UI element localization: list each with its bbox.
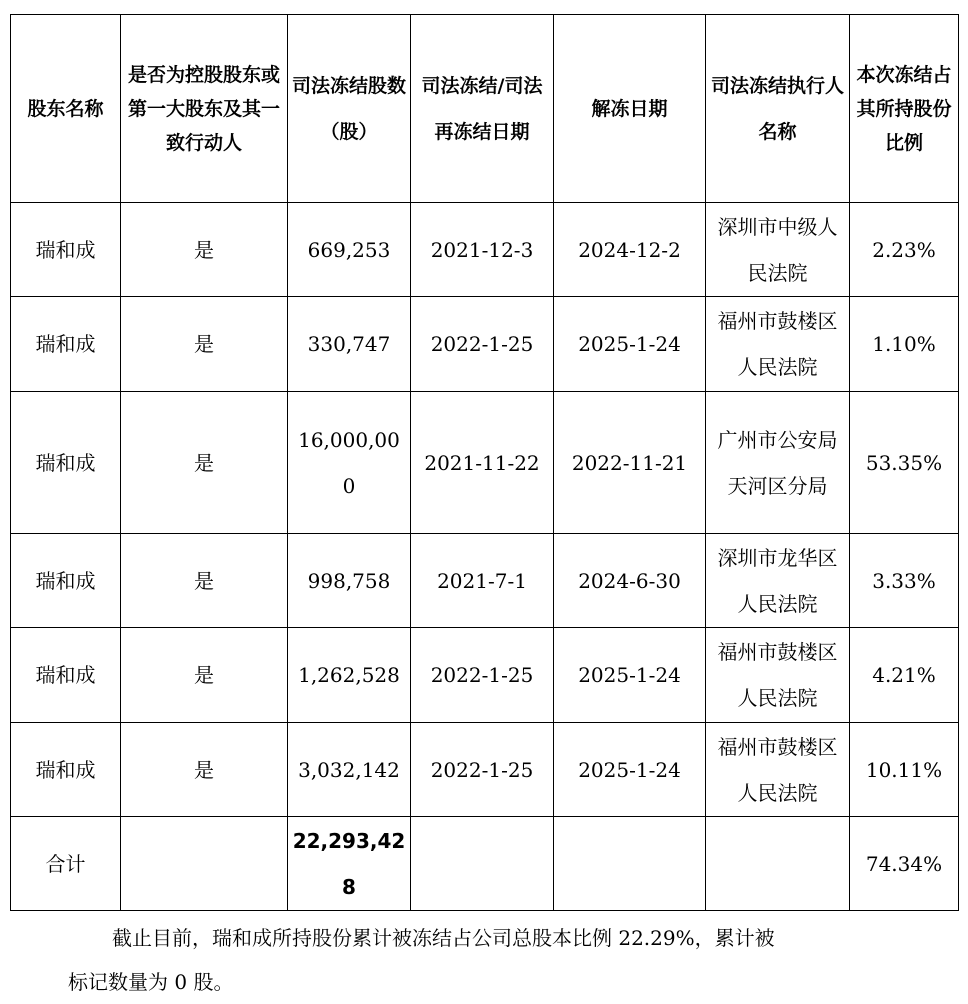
table-header-row bbox=[11, 15, 959, 203]
cell-holder: 瑞和成 bbox=[11, 297, 121, 392]
cell-holder: 瑞和成 bbox=[11, 534, 121, 628]
header-frozen-shares: 司法冻结股数（股） bbox=[288, 15, 411, 203]
cell-executor: 福州市鼓楼区人民法院 bbox=[706, 628, 850, 723]
cell-unfreeze-date: 2025-1-24 bbox=[554, 723, 706, 817]
cell-unfreeze-date: 2024-12-2 bbox=[554, 203, 706, 297]
cell-is-controlling: 是 bbox=[121, 203, 288, 297]
cell-holder: 瑞和成 bbox=[11, 723, 121, 817]
note-line-1: 截止目前，瑞和成所持股份累计被冻结占公司总股本比例 22.29%，累计被 bbox=[112, 926, 775, 950]
table-total-row bbox=[11, 817, 959, 911]
cell-freeze-date: 2021-11-22 bbox=[411, 392, 554, 534]
cell-ratio: 1.10% bbox=[850, 297, 959, 392]
total-shares: 22,293,428 bbox=[288, 817, 411, 911]
cell-shares: 998,758 bbox=[288, 534, 411, 628]
cell-shares: 1,262,528 bbox=[288, 628, 411, 723]
cell-ratio: 4.21% bbox=[850, 628, 959, 723]
cell-executor: 福州市鼓楼区人民法院 bbox=[706, 297, 850, 392]
total-empty-cell bbox=[121, 817, 288, 911]
cell-executor: 广州市公安局天河区分局 bbox=[706, 392, 850, 534]
header-unfreeze-date: 解冻日期 bbox=[554, 15, 706, 203]
cell-is-controlling: 是 bbox=[121, 534, 288, 628]
cell-is-controlling: 是 bbox=[121, 297, 288, 392]
table-row bbox=[11, 392, 959, 534]
cell-holder: 瑞和成 bbox=[11, 392, 121, 534]
table-row bbox=[11, 628, 959, 723]
table-row bbox=[11, 203, 959, 297]
cell-freeze-date: 2022-1-25 bbox=[411, 297, 554, 392]
cell-ratio: 3.33% bbox=[850, 534, 959, 628]
cell-is-controlling: 是 bbox=[121, 723, 288, 817]
cell-holder: 瑞和成 bbox=[11, 628, 121, 723]
total-empty-cell bbox=[554, 817, 706, 911]
table-row bbox=[11, 534, 959, 628]
header-freeze-date: 司法冻结/司法再冻结日期 bbox=[411, 15, 554, 203]
frozen-shares-table bbox=[10, 14, 959, 911]
cell-unfreeze-date: 2025-1-24 bbox=[554, 628, 706, 723]
note-line-2: 标记数量为 0 股。 bbox=[68, 970, 234, 994]
header-holder-name: 股东名称 bbox=[11, 15, 121, 203]
cell-holder: 瑞和成 bbox=[11, 203, 121, 297]
cell-shares: 330,747 bbox=[288, 297, 411, 392]
cell-ratio: 53.35% bbox=[850, 392, 959, 534]
header-is-controlling: 是否为控股股东或第一大股东及其一致行动人 bbox=[121, 15, 288, 203]
total-label: 合计 bbox=[11, 817, 121, 911]
header-ratio: 本次冻结占其所持股份比例 bbox=[850, 15, 959, 203]
cell-executor: 深圳市龙华区人民法院 bbox=[706, 534, 850, 628]
cell-shares: 3,032,142 bbox=[288, 723, 411, 817]
cell-shares: 669,253 bbox=[288, 203, 411, 297]
cell-is-controlling: 是 bbox=[121, 392, 288, 534]
cell-freeze-date: 2022-1-25 bbox=[411, 723, 554, 817]
table-row bbox=[11, 297, 959, 392]
cell-freeze-date: 2021-12-3 bbox=[411, 203, 554, 297]
cell-freeze-date: 2022-1-25 bbox=[411, 628, 554, 723]
cell-freeze-date: 2021-7-1 bbox=[411, 534, 554, 628]
cell-unfreeze-date: 2022-11-21 bbox=[554, 392, 706, 534]
header-executor: 司法冻结执行人名称 bbox=[706, 15, 850, 203]
cell-shares: 16,000,000 bbox=[288, 392, 411, 534]
total-empty-cell bbox=[411, 817, 554, 911]
cell-ratio: 10.11% bbox=[850, 723, 959, 817]
cell-executor: 福州市鼓楼区人民法院 bbox=[706, 723, 850, 817]
cell-ratio: 2.23% bbox=[850, 203, 959, 297]
cell-is-controlling: 是 bbox=[121, 628, 288, 723]
table-row bbox=[11, 723, 959, 817]
cell-executor: 深圳市中级人民法院 bbox=[706, 203, 850, 297]
cell-unfreeze-date: 2024-6-30 bbox=[554, 534, 706, 628]
total-empty-cell bbox=[706, 817, 850, 911]
cell-unfreeze-date: 2025-1-24 bbox=[554, 297, 706, 392]
total-ratio: 74.34% bbox=[850, 817, 959, 911]
